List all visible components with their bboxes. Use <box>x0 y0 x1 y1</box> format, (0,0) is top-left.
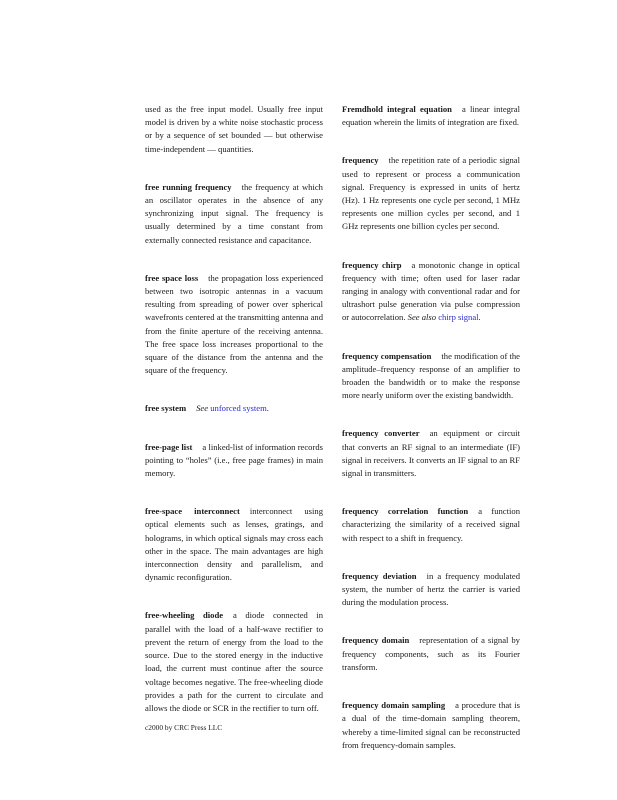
cross-reference-link-chirp-signal[interactable]: chirp signal <box>438 312 479 323</box>
entry-term: free system <box>145 403 187 414</box>
entry-frequency-converter <box>342 427 520 480</box>
entry-definition: in a frequency modulated system, the number of hertz the carrier is varied during the modulation process. <box>342 570 520 608</box>
entry-definition: interconnect using optical elements such as lenses, gratings, and holograms, in which optical signals may cross each other in the space. The main advantages are high interconnection density and parallelism, and dynamic reconfiguration. <box>145 506 323 583</box>
entry-frequency-domain-sampling <box>342 699 520 752</box>
entry-term: frequency converter <box>342 428 420 439</box>
entry-free-space-interconnect <box>145 505 323 584</box>
entry-term: frequency correlation function <box>342 506 469 517</box>
entry-free-running-frequency <box>145 181 323 247</box>
entry-term: frequency deviation <box>342 570 417 581</box>
see-reference-label: See <box>196 403 209 414</box>
entry-definition: a diode connected in parallel with the load of a half-wave rectifier to prevent the return of energy from the load to the source. Due to the stored energy in the inductive load, the current must continue after the source voltage becomes negative. The free-wheeling diode provides a path for the current to circulate and allows the diode or SCR in the rectifier to turn off. <box>145 610 323 713</box>
entry-definition: a function characterizing the similarity of a received signal with respect to a shift in frequency. <box>342 506 520 543</box>
entry-term: frequency <box>342 155 379 166</box>
entry-frequency-chirp <box>342 259 520 325</box>
entry-free-page-list <box>145 441 323 481</box>
entry-frequency-compensation <box>342 350 520 403</box>
entry-term: free running frequency <box>145 181 232 192</box>
entry-suffix: . <box>478 312 481 323</box>
entry-term: Fremdhold integral equation <box>342 104 452 114</box>
left-column <box>145 103 323 740</box>
cross-reference-link-unforced-system[interactable]: unforced system <box>210 403 267 414</box>
entry-fremdhold-integral-equation <box>342 103 520 129</box>
entry-frequency-deviation <box>342 570 520 610</box>
entry-definition: an equipment or circuit that converts an RF signal to an intermediate (IF) signal in receivers. It converts an IF signal to an RF signal in transmitters. <box>342 428 520 479</box>
entry-frequency <box>342 154 520 233</box>
copyright-footer: c2000 by CRC Press LLC <box>145 723 223 732</box>
entry-definition: the repetition rate of a periodic signal used to represent or process a communication signal. Frequency is expressed in units of hertz (Hz). 1 Hz represents one cycle per second, 1 MHz represents one million cycles per second, and 1 GHz represents one billion cycles per second. <box>342 155 520 232</box>
entry-definition: the modification of the amplitude–frequency response of an amplifier to broaden the bandwidth or to make the response more nearly uniform over the existing bandwidth. <box>342 350 520 401</box>
see-also-label: See also <box>407 312 437 323</box>
entry-free-wheeling-diode <box>145 609 323 715</box>
entry-definition: a monotonic change in optical frequency with time; often used for laser radar ranging in analogy with conventional radar and for ultrashort pulse generation via pulse compression or autocorrelation. <box>342 259 520 323</box>
entry-term: frequency domain sampling <box>342 700 446 711</box>
entry-term: frequency domain <box>342 635 410 646</box>
entry-definition: used as the free input model. Usually free input model is driven by a white noise stochastic process or by a sequence of set bounded — but otherwise time-independent — quantities. <box>145 104 323 154</box>
entry-term: free space loss <box>145 272 199 283</box>
entry-term: frequency compensation <box>342 350 432 361</box>
entry-frequency-domain <box>342 634 520 674</box>
entry-definition: representation of a signal by frequency components, such as its Fourier transform. <box>342 635 520 672</box>
continuation-text <box>145 103 323 156</box>
entry-definition: a linear integral equation wherein the limits of integration are fixed. <box>342 104 520 128</box>
entry-frequency-correlation-function <box>342 505 520 545</box>
entry-free-system <box>145 402 323 415</box>
entry-definition: a procedure that is a dual of the time-domain sampling theorem, whereby a time-limited signal can be reconstructed from frequency-domain samples. <box>342 700 520 750</box>
entry-term: free-page list <box>145 441 193 452</box>
entry-free-space-loss <box>145 272 323 378</box>
right-column <box>342 103 520 777</box>
entry-definition: the propagation loss experienced between two isotropic antennas in a vacuum resulting from spreading of power over spherical wavefronts centered at the transmitting antenna and from the finite aperture of the receiving antenna. The free space loss increases proportional to the square of the distance from the antenna and the square of the frequency. <box>145 272 323 376</box>
entry-term: free-space interconnect <box>145 506 240 517</box>
entry-term: frequency chirp <box>342 259 402 270</box>
entry-term: free-wheeling diode <box>145 610 224 621</box>
entry-definition: a linked-list of information records pointing to “holes” (i.e., free page frames) in main memory. <box>145 441 323 479</box>
entry-suffix: . <box>266 403 269 414</box>
entry-definition: the frequency at which an oscillator operates in the absence of any synchronizing input signal. The frequency is usually determined by a time constant from externally connected resistance and capacitance. <box>145 181 323 245</box>
